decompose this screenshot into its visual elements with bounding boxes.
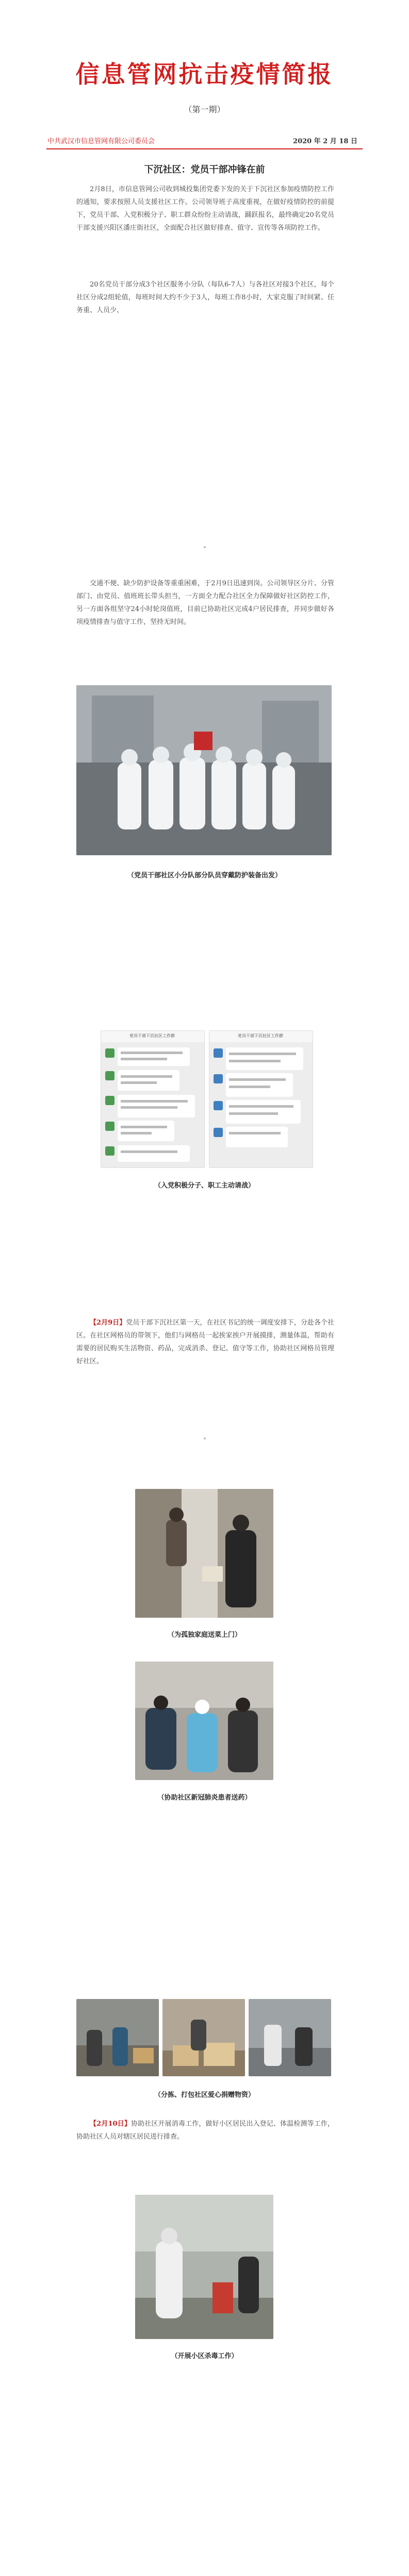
chat-title-left: 党员干部下沉社区工作群 — [129, 1033, 175, 1038]
article-paragraph-2: 20名党员干部分成3个社区服务小分队（每队6-7人）与各社区对接3个社区，每个社区分成2组轮值，每班时间大约不少于3人，每班工作8小时，大家克服了时间紧、任务重、人员少、 — [76, 281, 334, 314]
issue-number: （第一期） — [184, 105, 225, 114]
newsletter-title: 信息管网抗击疫情简报 — [75, 60, 334, 88]
photo-deliver-food — [135, 1489, 273, 1618]
photo-disinfection — [135, 2195, 273, 2339]
caption-team: （党员干部社区小分队部分队员穿戴防护装备出发） — [127, 872, 282, 879]
article-headline: 下沉社区：党员干部冲锋在前 — [144, 164, 265, 175]
photo-sorting-3 — [249, 1999, 331, 2076]
caption-disinfection: （开展小区杀毒工作） — [171, 2352, 238, 2360]
section-feb10 — [76, 2117, 334, 2143]
page-break-dot — [204, 546, 206, 548]
photo-chat-screenshot-right — [209, 1030, 313, 1168]
article-paragraph-1: 2月8日，市信息管网公司收到城投集团党委下发的关于下沉社区参加疫情防控工作的通知，要求按照人员支援社区工作。公司领导班子高度重视，在做好疫情防控的前提下，党员干部、入党积极分子、职工群众纷纷主动请战，踊跃报名，最终确定20名党员干部支援兴阳区潘庄街社区，全面配合社区做好排查、值守、宣传等各项防控工作。 — [76, 185, 334, 232]
chat-title-right: 党员干部下沉社区工作群 — [238, 1033, 283, 1038]
section-feb9-lead: 【2月9日】 — [90, 1319, 126, 1327]
section-feb10-lead: 【2月10日】 — [90, 2120, 131, 2128]
photo-chat-screenshot-left — [101, 1030, 205, 1168]
photo-deliver-medicine — [135, 1662, 273, 1780]
photo-sorting-2 — [162, 1999, 245, 2076]
issuer-line: 中共武汉市信息管网有限公司委员会 — [47, 138, 155, 145]
section-feb9 — [76, 1316, 334, 1368]
caption-sorting: （分拣、打包社区爱心捐赠物资） — [154, 2091, 255, 2099]
photo-team-protective-gear — [76, 685, 332, 855]
section-feb10-text: 协助社区开展消毒工作，做好小区居民出入登记、体温检测等工作，协助社区人员对辖区居民进行排查。 — [76, 2120, 334, 2141]
caption-deliver-medicine: （协助社区新冠肺炎患者送药） — [157, 1794, 252, 1802]
issue-date: 2020 年 2 月 18 日 — [293, 138, 357, 145]
article-paragraph-3: 交通不便、缺少防护设备等重重困难，于2月9日迅速到岗。公司领导区分片、分管部门、由党员、值班班长带头担当，一方面全力配合社区全力保障做好社区防控工作，另一方面各组坚守24小时轮岗值班，目前已协助社区完成4户居民排查，并同步做好各项疫情排查与值守工作，坚持无时间。 — [76, 580, 334, 626]
photo-sorting-1 — [76, 1999, 159, 2076]
header-rule — [46, 148, 363, 149]
page-break-dot — [204, 1437, 206, 1439]
caption-chat: （入党积极分子、职工主动请战） — [154, 1182, 255, 1190]
section-feb9-text: 党员干部下沉社区第一天，在社区书记的统一调度安排下，分赴各个社区。在社区网格员的带领下，他们与网格员一起挨家挨户开展摸排，测量体温，帮助有需要的居民购买生活物资、药品，完成消杀、登记、值守等工作，协助社区网格员管理好社区。 — [76, 1319, 334, 1365]
caption-deliver-food: （为孤独家庭送菜上门） — [167, 1631, 241, 1639]
